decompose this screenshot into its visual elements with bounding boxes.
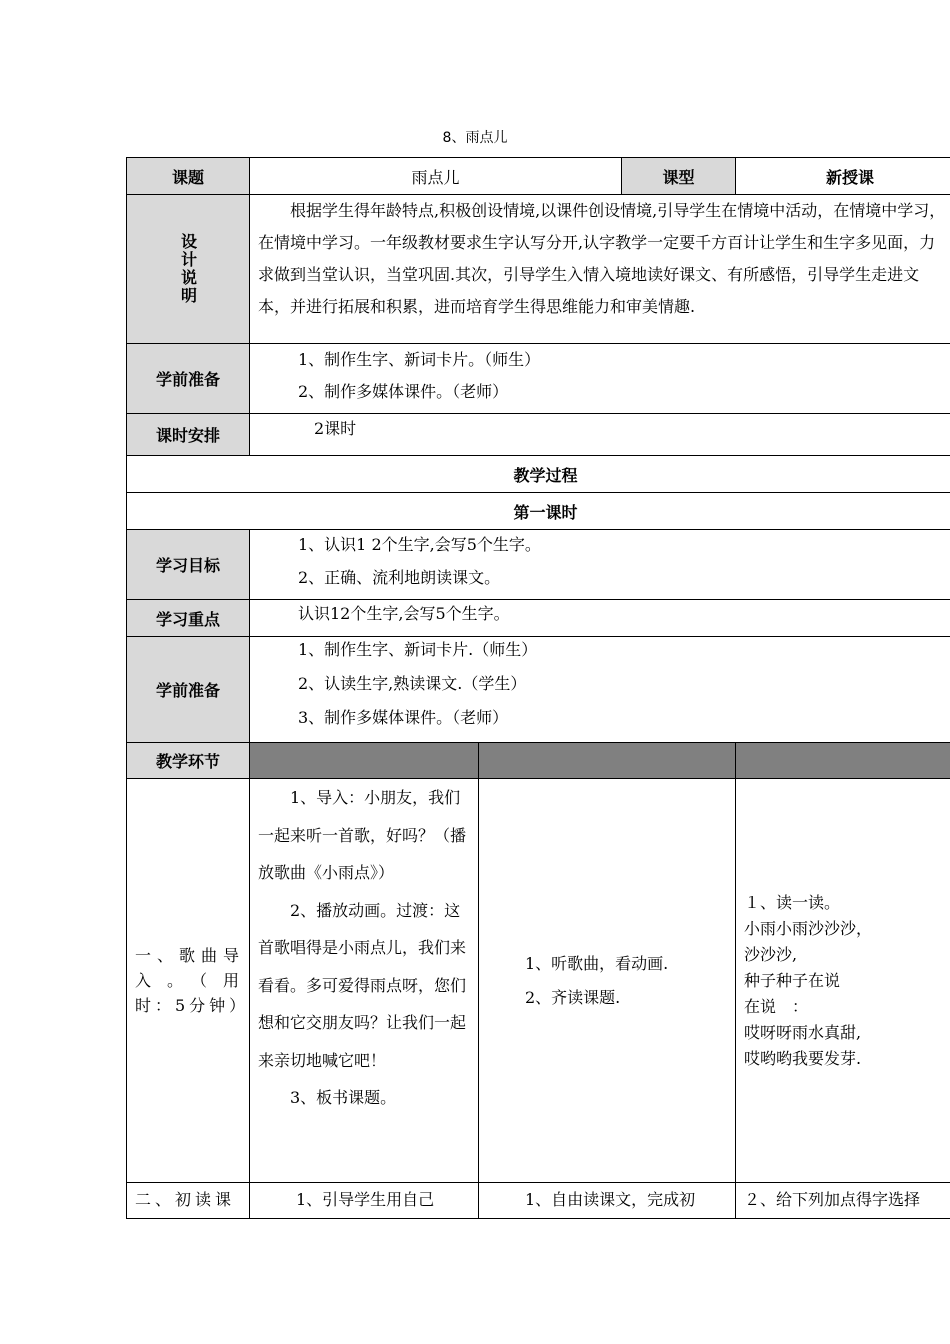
goals-content bbox=[249, 529, 950, 600]
practice-line: 在说 ： bbox=[744, 996, 809, 1016]
student-activities-2 bbox=[478, 1182, 736, 1219]
goal-line: 1、认识1 2个生字,会写5个生字。 bbox=[298, 535, 541, 554]
prep-content bbox=[249, 343, 950, 414]
process-heading: 教学过程 bbox=[126, 455, 950, 493]
goal-line: 2、正确、流利地朗读课文。 bbox=[298, 568, 501, 587]
practice-line: １、读一读。 bbox=[744, 892, 841, 912]
design-notes-paragraph: 根据学生得年龄特点,积极创设情境,以课件创设情境,引导学生在情境中活动，在情境中学习，在情境中学习。一年级教材要求生字认写分开,认字教学一定要千方百计让学生和生字多见面，力求做到当堂认识，当堂巩固.其次，引导学生入情入境地读好课文、有所感悟，引导学生走进文本，并进行拓展和积累，进而培育学生得思维能力和审美情趣. bbox=[258, 201, 946, 316]
prep-label: 学前准备 bbox=[126, 343, 250, 414]
lesson-type-value: 新授课 bbox=[735, 157, 950, 195]
student-activity: 1、自由读课文，完成初 bbox=[525, 1190, 696, 1209]
student-activity: 2、齐读课题. bbox=[525, 987, 621, 1007]
focus-label: 学习重点 bbox=[126, 599, 250, 637]
practice-line: 小雨小雨沙沙沙， bbox=[744, 918, 873, 938]
section-label: 教学环节 bbox=[126, 742, 250, 779]
student-activity: 1、听歌曲，看动画. bbox=[525, 953, 669, 973]
prep-line: 2、制作多媒体课件。（老师） bbox=[298, 382, 509, 401]
section-header-student bbox=[478, 742, 736, 779]
practice-2 bbox=[735, 1182, 950, 1219]
teacher-activity: 3、板书课题。 bbox=[290, 1088, 397, 1107]
design-notes-text bbox=[249, 194, 950, 344]
practice-line: 沙沙沙, bbox=[744, 944, 798, 964]
teacher-activities-2 bbox=[249, 1182, 479, 1219]
lesson-heading: 第一课时 bbox=[126, 492, 950, 530]
stage-1 bbox=[126, 778, 250, 1183]
focus-content bbox=[249, 599, 950, 637]
schedule-value bbox=[249, 413, 950, 456]
prep2-line: 1、制作生字、新词卡片.（师生） bbox=[298, 640, 538, 659]
focus-text: 认识12个生字,会写5个生字。 bbox=[298, 604, 510, 623]
prep2-line: 3、制作多媒体课件。（老师） bbox=[298, 708, 509, 727]
topic-label: 课题 bbox=[126, 157, 250, 195]
stage-2 bbox=[126, 1182, 250, 1219]
prep2-line: 2、认读生字,熟读课文.（学生） bbox=[298, 674, 527, 693]
practice-line: 哎哟哟我要发芽. bbox=[744, 1048, 862, 1068]
practice-line: ２、给下列加点得字选择 bbox=[744, 1190, 921, 1209]
practice-1 bbox=[735, 778, 950, 1183]
prep2-content bbox=[249, 636, 950, 743]
teacher-activity: 1、引导学生用自己 bbox=[296, 1190, 435, 1209]
design-notes-label bbox=[126, 194, 250, 344]
schedule-text: 2课时 bbox=[314, 419, 357, 438]
teacher-activity: 2、播放动画。过渡：这首歌唱得是小雨点儿，我们来看看。多可爱得雨点呀，您们想和它交朋友吗？让我们一起来亲切地喊它吧！ bbox=[258, 900, 467, 1070]
teacher-activities-1 bbox=[249, 778, 479, 1183]
prep-line: 1、制作生字、新词卡片。（师生） bbox=[298, 350, 541, 369]
section-header-teacher bbox=[249, 742, 479, 779]
practice-line: 哎呀呀雨水真甜, bbox=[744, 1022, 862, 1042]
document-title: 8、雨点儿 bbox=[442, 130, 508, 146]
schedule-label: 课时安排 bbox=[126, 413, 250, 456]
stage-1-text: 一、歌曲导入。（用时：5分钟） bbox=[135, 946, 250, 1015]
student-activities-1 bbox=[478, 778, 736, 1183]
section-header-practice bbox=[735, 742, 950, 779]
stage-2-text: 二、初读课 bbox=[135, 1190, 236, 1209]
teacher-activity: 1、导入：小朋友，我们一起来听一首歌，好吗？（播放歌曲《小雨点》） bbox=[258, 788, 467, 882]
practice-line: 种子种子在说 bbox=[744, 970, 841, 990]
topic-value: 雨点儿 bbox=[249, 157, 622, 195]
design-notes-label-text: 设计说明 bbox=[178, 233, 198, 305]
prep2-label: 学前准备 bbox=[126, 636, 250, 743]
lesson-type-label: 课型 bbox=[621, 157, 736, 195]
goals-label: 学习目标 bbox=[126, 529, 250, 600]
